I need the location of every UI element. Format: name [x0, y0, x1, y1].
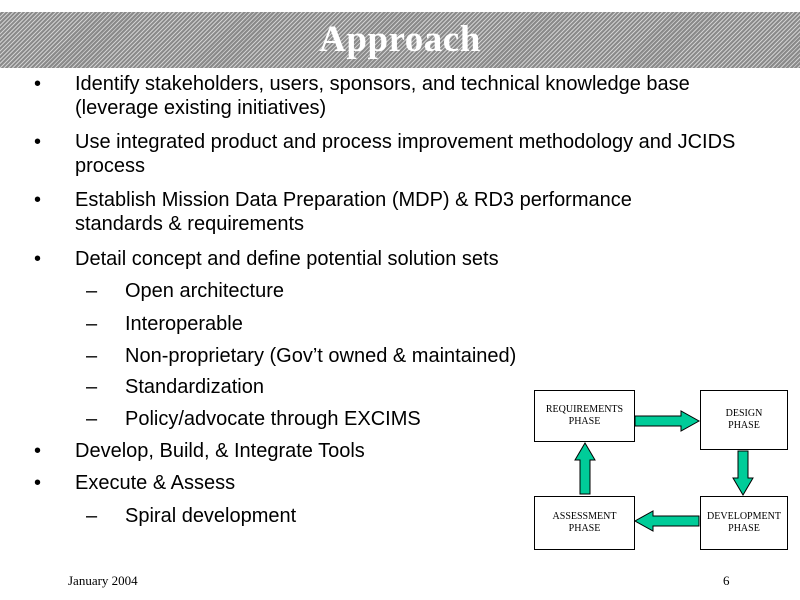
bullet-marker: •: [34, 248, 42, 270]
bullet-text: Detail concept and define potential solution sets: [75, 248, 499, 270]
arrow-up-icon: [574, 442, 596, 496]
requirements-phase-box: [534, 390, 635, 442]
sub-bullet-text: Open architecture: [125, 280, 284, 302]
phase-cycle-diagram: [525, 380, 800, 560]
bullet-marker: •: [34, 189, 42, 211]
bullet-text: Identify stakeholders, users, sponsors, and technical knowledge base (leverage existing initiatives): [75, 73, 690, 119]
development-phase-box: [700, 496, 788, 550]
sub-bullet-text: Spiral development: [125, 505, 297, 527]
footer-page-number: 6: [723, 573, 730, 588]
sub-bullet-text: Interoperable: [125, 313, 243, 335]
bullet-text: Establish Mission Data Preparation (MDP) & RD3 performance standards & requirements: [75, 189, 632, 235]
assessment-phase-sublabel: PHASE: [568, 523, 601, 534]
sub-bullet-marker: –: [86, 313, 98, 335]
assessment-phase-box: [534, 496, 635, 550]
bullet-marker: •: [34, 440, 42, 462]
sub-bullet-marker: –: [86, 280, 98, 302]
sub-bullet-marker: –: [86, 345, 98, 367]
bullet-marker: •: [34, 73, 42, 95]
development-phase-sublabel: PHASE: [728, 523, 760, 534]
sub-bullet-text: Non-proprietary (Gov’t owned & maintained): [125, 345, 517, 367]
bullet-text: Use integrated product and process improvement methodology and JCIDS process: [75, 131, 736, 177]
bullet-marker: •: [34, 472, 42, 494]
bullet-text: Develop, Build, & Integrate Tools: [75, 440, 365, 462]
requirements-phase-label: REQUIREMENTS: [545, 404, 624, 415]
arrow-down-icon: [732, 450, 754, 497]
sub-bullet-text: Policy/advocate through EXCIMS: [125, 408, 421, 430]
requirements-phase-sublabel: PHASE: [568, 416, 601, 427]
assessment-phase-label: ASSESSMENT: [552, 511, 617, 522]
design-phase-sublabel: PHASE: [728, 420, 760, 431]
bullet-marker: •: [34, 131, 42, 153]
slide-title: Approach: [319, 19, 481, 60]
sub-bullet-marker: –: [86, 376, 98, 398]
arrow-left-icon: [633, 510, 701, 532]
arrow-right-icon: [633, 410, 701, 432]
footer-date: January 2004: [68, 573, 138, 588]
design-phase-box: [700, 390, 788, 450]
sub-bullet-marker: –: [86, 505, 98, 527]
development-phase-label: DEVELOPMENT: [707, 511, 781, 522]
sub-bullet-text: Standardization: [125, 376, 264, 398]
bullet-text: Execute & Assess: [75, 472, 236, 494]
sub-bullet-marker: –: [86, 408, 98, 430]
design-phase-label: DESIGN: [725, 408, 763, 419]
